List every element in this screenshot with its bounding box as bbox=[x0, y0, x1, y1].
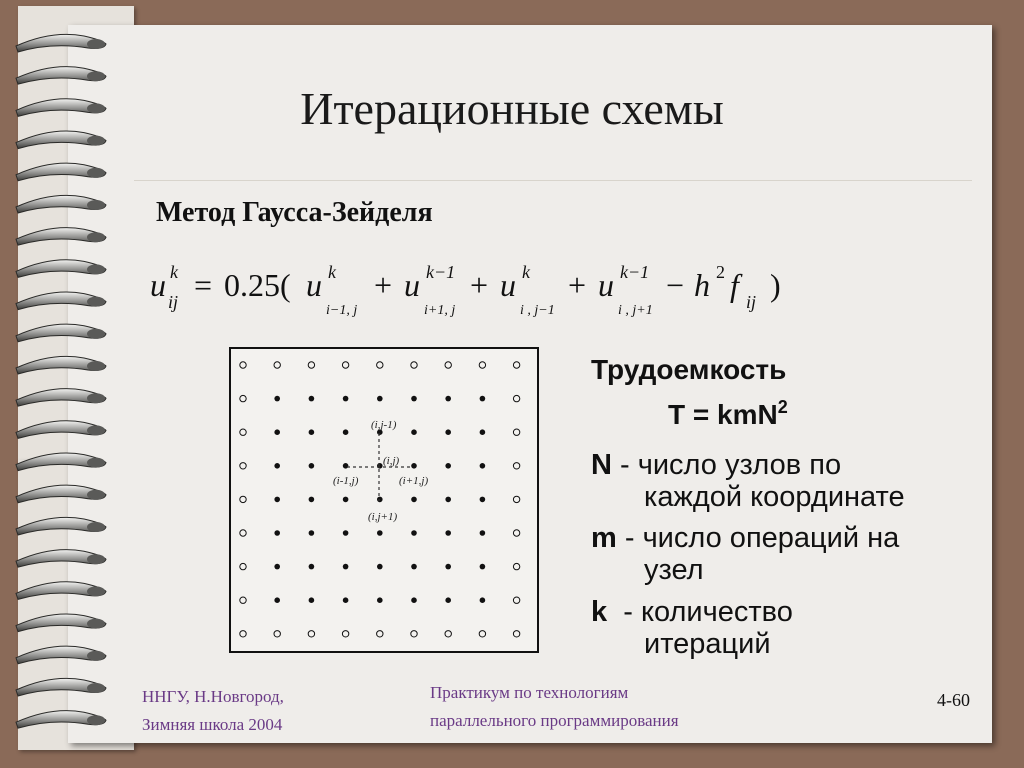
interior-node bbox=[343, 463, 349, 469]
spiral-ring bbox=[16, 292, 106, 310]
formula-term1-sup: k bbox=[328, 262, 336, 282]
interior-node bbox=[343, 497, 349, 503]
interior-node bbox=[480, 463, 486, 469]
interior-node bbox=[411, 530, 417, 536]
interior-node bbox=[480, 564, 486, 570]
interior-node bbox=[445, 429, 451, 435]
method-heading: Метод Гаусса-Зейделя bbox=[156, 197, 433, 228]
interior-node bbox=[445, 530, 451, 536]
interior-node bbox=[411, 429, 417, 435]
formula-term1-sub: i−1, j bbox=[326, 303, 358, 318]
interior-node bbox=[309, 396, 315, 402]
formula-lhs-sub: ij bbox=[168, 292, 179, 312]
spiral-ring bbox=[16, 646, 106, 664]
label-right: (i+1,j) bbox=[399, 475, 429, 487]
definition-N-text: - число узлов по bbox=[611, 449, 842, 481]
interior-node bbox=[377, 463, 383, 469]
spiral-ring bbox=[16, 678, 106, 696]
label-left: (i-1,j) bbox=[333, 475, 359, 487]
interior-node bbox=[480, 597, 486, 603]
footer-left-line1: ННГУ, Н.Новгород, bbox=[142, 687, 284, 706]
definition-m-text: - число операций на bbox=[616, 522, 900, 554]
interior-node bbox=[343, 597, 349, 603]
spiral-ring bbox=[16, 195, 106, 213]
formula-f-sub: ij bbox=[746, 292, 757, 312]
interior-node bbox=[343, 530, 349, 536]
interior-node bbox=[480, 396, 486, 402]
spiral-ring bbox=[16, 389, 106, 407]
interior-node bbox=[445, 396, 451, 402]
interior-node bbox=[480, 530, 486, 536]
spiral-ring bbox=[16, 34, 106, 52]
formula-term4-sub: i , j+1 bbox=[618, 303, 653, 318]
interior-node bbox=[411, 497, 417, 503]
definition-m-symbol: m bbox=[591, 522, 617, 554]
definition-k bbox=[591, 596, 793, 660]
spiral-ring bbox=[16, 163, 106, 181]
formula-term2-sign: + bbox=[374, 267, 393, 303]
interior-node bbox=[445, 497, 451, 503]
interior-node bbox=[411, 597, 417, 603]
interior-node bbox=[309, 530, 315, 536]
interior-node bbox=[309, 429, 315, 435]
interior-node bbox=[343, 429, 349, 435]
interior-node bbox=[411, 396, 417, 402]
interior-node bbox=[411, 564, 417, 570]
definition-k-text: - количество bbox=[607, 596, 793, 628]
formula-term2-sub: i+1, j bbox=[424, 303, 456, 318]
interior-node bbox=[445, 463, 451, 469]
footer-center-line2: параллельного программирования bbox=[430, 711, 679, 730]
spiral-ring bbox=[16, 260, 106, 278]
interior-node bbox=[377, 564, 383, 570]
spiral-ring bbox=[16, 582, 106, 600]
interior-node bbox=[445, 564, 451, 570]
formula-lhs-base: u bbox=[150, 267, 166, 303]
interior-node bbox=[480, 429, 486, 435]
formula-f: f bbox=[730, 267, 739, 303]
label-top: (i,j-1) bbox=[371, 419, 397, 431]
interior-node bbox=[480, 497, 486, 503]
formula-minus: − bbox=[666, 267, 685, 303]
interior-node bbox=[377, 396, 383, 402]
formula-term4-sign: + bbox=[568, 267, 587, 303]
formula-term3-base: u bbox=[500, 267, 516, 303]
complexity-formula-text: T = kmN bbox=[668, 399, 778, 430]
gauss-seidel-formula bbox=[146, 258, 786, 328]
interior-node bbox=[309, 463, 315, 469]
interior-node bbox=[274, 497, 280, 503]
formula-equals: = bbox=[194, 267, 213, 303]
formula-term4-sup: k−1 bbox=[620, 262, 650, 282]
definition-k-symbol: k bbox=[591, 596, 608, 628]
interior-node bbox=[377, 530, 383, 536]
spiral-ring bbox=[16, 453, 106, 471]
definition-N-symbol: N bbox=[591, 449, 612, 481]
spiral-ring bbox=[16, 517, 106, 535]
formula-term3-sub: i , j−1 bbox=[520, 303, 555, 318]
formula-close-paren: ) bbox=[770, 267, 781, 303]
interior-node bbox=[274, 530, 280, 536]
formula-term3-sign: + bbox=[470, 267, 489, 303]
footer-institution bbox=[142, 683, 284, 739]
spiral-ring bbox=[16, 228, 106, 246]
spiral-ring bbox=[16, 421, 106, 439]
interior-node bbox=[445, 597, 451, 603]
formula-h: h bbox=[694, 267, 710, 303]
spiral-ring bbox=[16, 485, 106, 503]
spiral-ring bbox=[16, 614, 106, 632]
title-divider bbox=[134, 180, 972, 181]
formula-h-sup: 2 bbox=[716, 262, 725, 282]
interior-node bbox=[274, 429, 280, 435]
grid-stencil-diagram bbox=[229, 347, 539, 653]
definition-N bbox=[591, 449, 905, 513]
spiral-ring bbox=[16, 356, 106, 374]
slide-title: Итерационные схемы bbox=[300, 83, 724, 134]
interior-node bbox=[309, 497, 315, 503]
formula-lhs-sup: k bbox=[170, 262, 178, 282]
definition-N-cont: каждой координате bbox=[644, 481, 905, 513]
definition-m-cont: узел bbox=[644, 554, 704, 586]
interior-node bbox=[377, 597, 383, 603]
label-bottom: (i,j+1) bbox=[368, 511, 398, 523]
interior-node bbox=[377, 497, 383, 503]
footer-center-line1: Практикум по технологиям bbox=[430, 683, 629, 702]
definition-m bbox=[591, 522, 899, 586]
spiral-ring bbox=[16, 324, 106, 342]
formula-term2-sup: k−1 bbox=[426, 262, 456, 282]
spiral-ring bbox=[16, 550, 106, 568]
formula-coef: 0.25( bbox=[224, 267, 291, 303]
spiral-ring bbox=[16, 711, 106, 729]
interior-node bbox=[343, 564, 349, 570]
complexity-formula-exponent: 2 bbox=[777, 397, 788, 417]
interior-node bbox=[309, 597, 315, 603]
interior-node bbox=[274, 463, 280, 469]
formula-term4-base: u bbox=[598, 267, 614, 303]
interior-node bbox=[411, 463, 417, 469]
label-center: (i,j) bbox=[383, 455, 400, 467]
interior-node bbox=[274, 564, 280, 570]
formula-term1-base: u bbox=[306, 267, 322, 303]
interior-node bbox=[309, 564, 315, 570]
formula-term3-sup: k bbox=[522, 262, 530, 282]
complexity-formula bbox=[668, 399, 788, 431]
interior-node bbox=[274, 597, 280, 603]
interior-node bbox=[274, 396, 280, 402]
footer-left-line2: Зимняя школа 2004 bbox=[142, 715, 283, 734]
definition-k-cont: итераций bbox=[644, 628, 771, 660]
page-number: 4-60 bbox=[937, 690, 970, 710]
footer-course bbox=[430, 679, 679, 735]
formula-term2-base: u bbox=[404, 267, 420, 303]
interior-node bbox=[343, 396, 349, 402]
complexity-heading: Трудоемкость bbox=[591, 354, 787, 385]
